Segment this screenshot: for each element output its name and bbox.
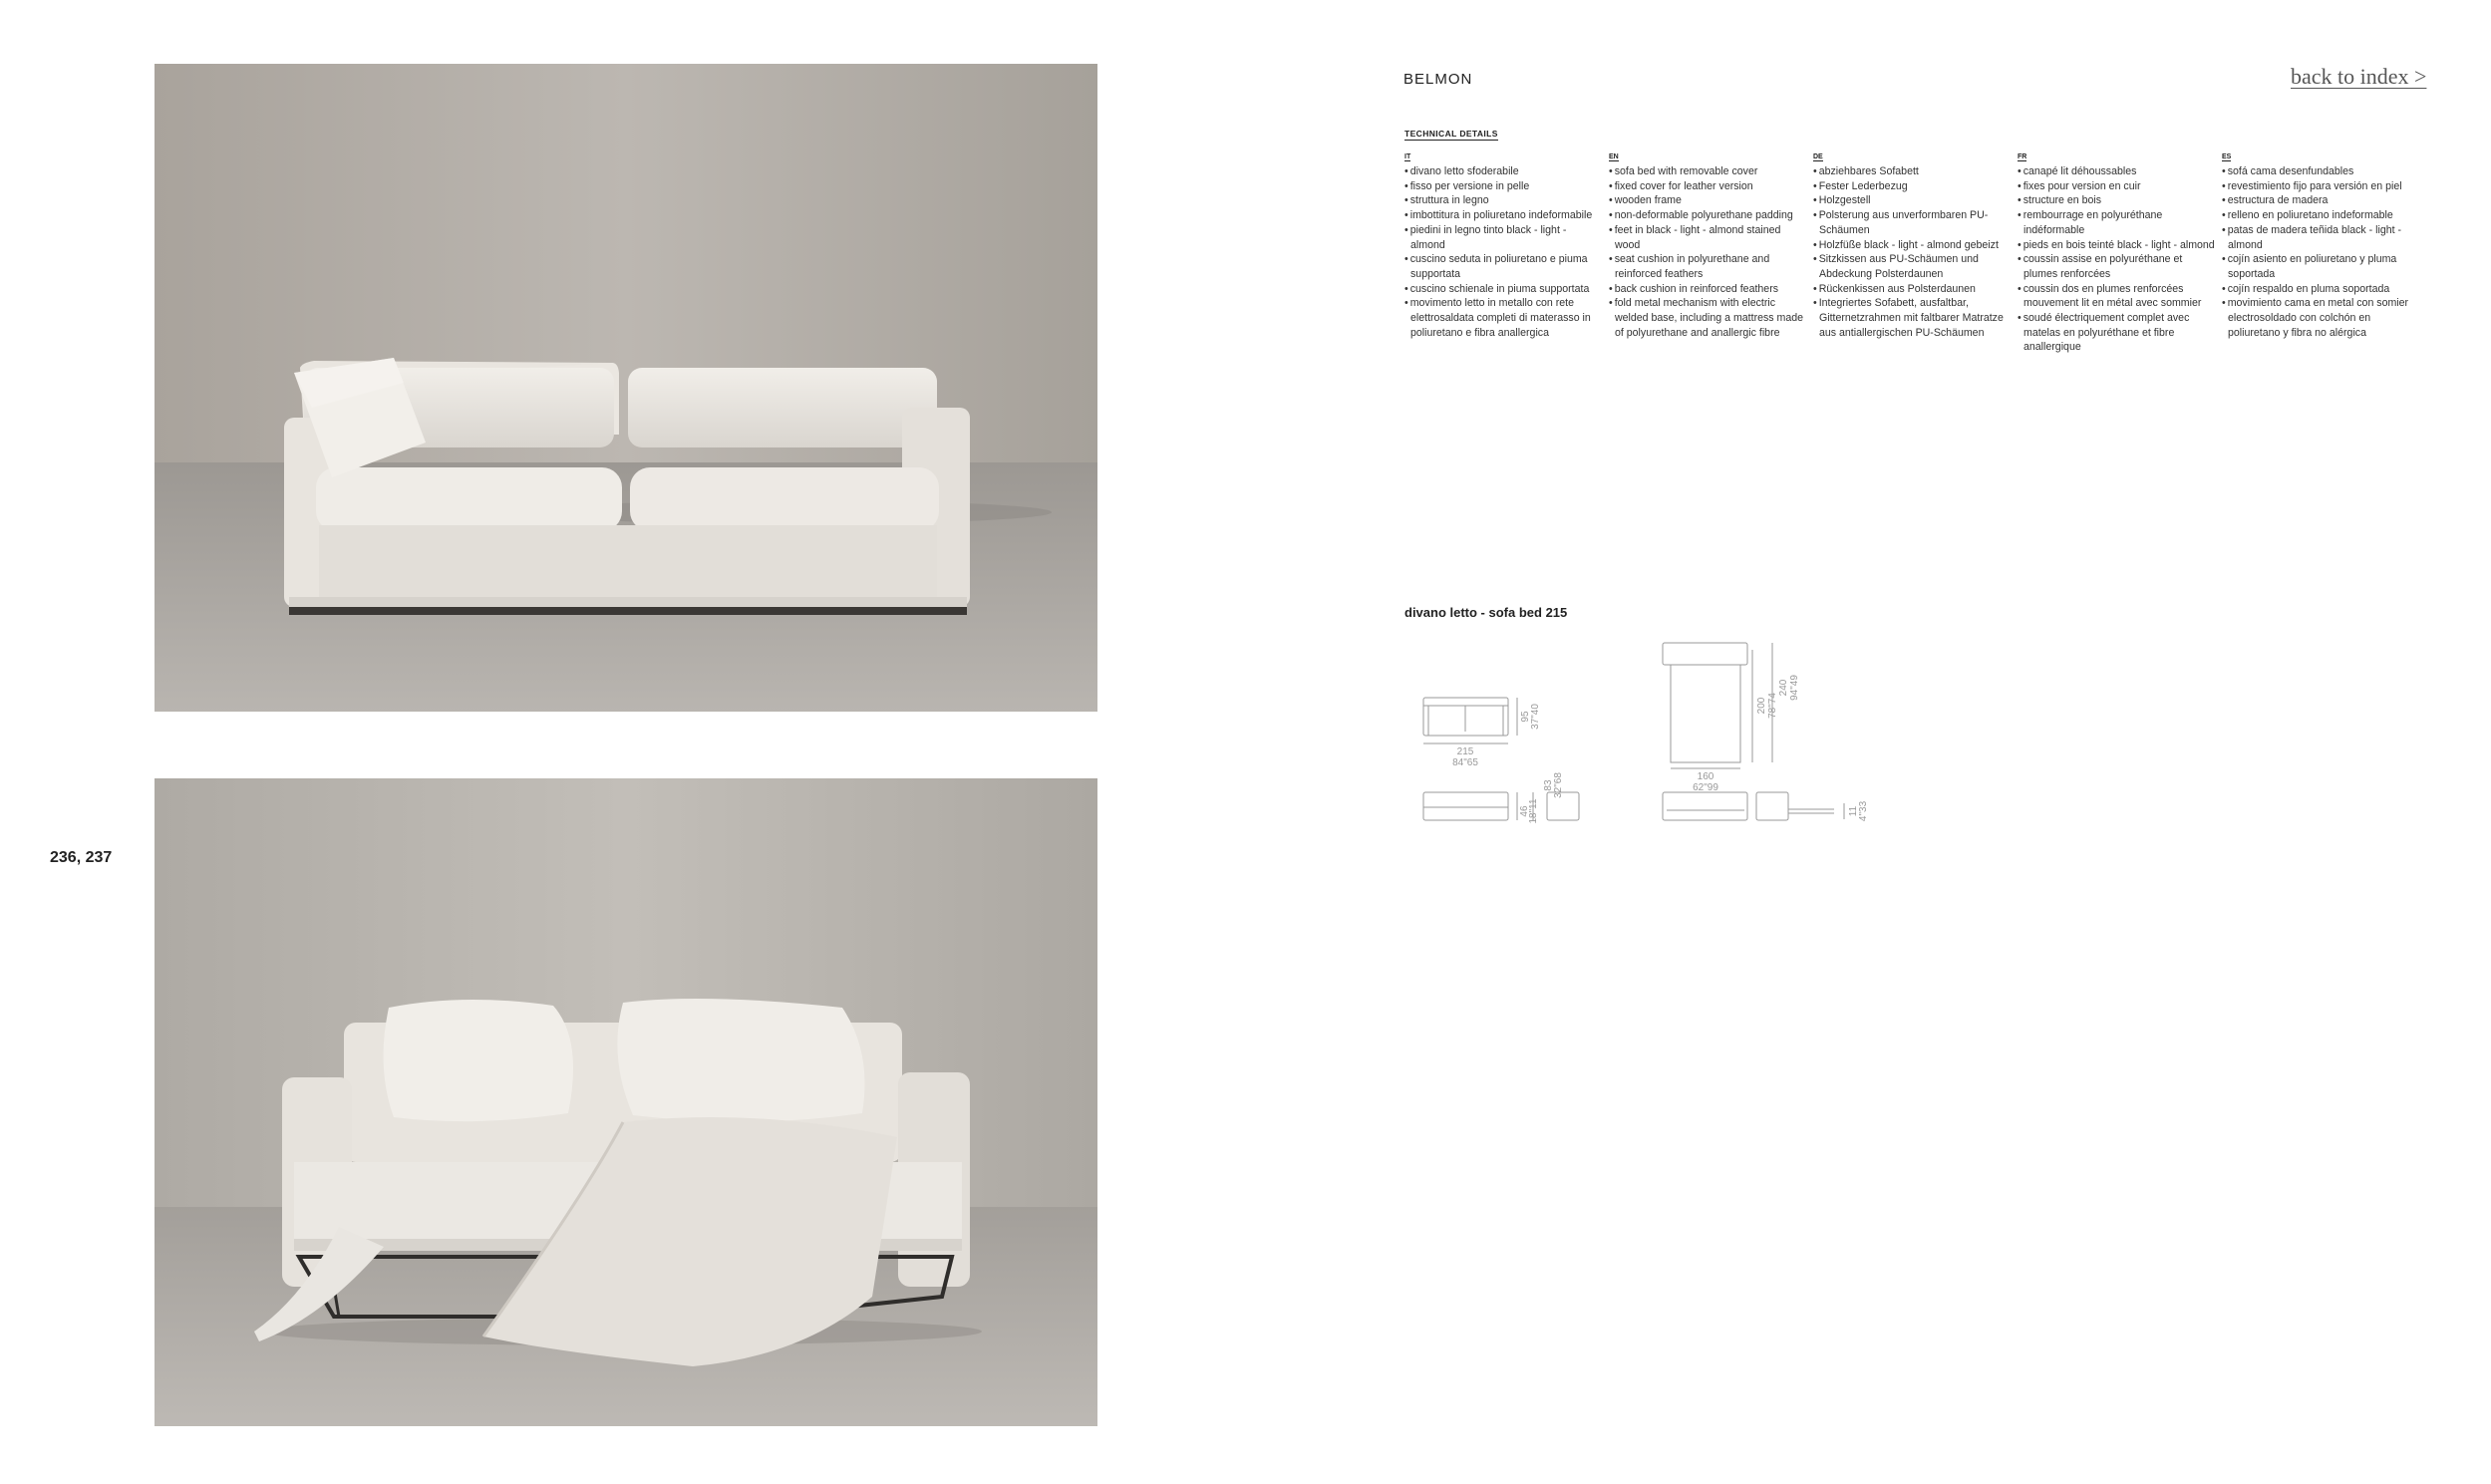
list-item: • imbottitura in poliuretano indeformabile: [1404, 208, 1604, 223]
list-item: • canapé lit déhoussables: [2018, 164, 2217, 179]
list-item: • Polsterung aus unverformbaren PU-Schäumen: [1813, 208, 2013, 237]
list-item: • sofá cama desenfundables: [2222, 164, 2421, 179]
sofa-front-view: [1423, 792, 1508, 820]
list-item: • cojín respaldo en pluma soportada: [2222, 282, 2421, 297]
tech-column-en: [1609, 146, 1808, 340]
lang-label: EN: [1609, 153, 1619, 160]
list-item: • relleno en poliuretano indeformable: [2222, 208, 2421, 223]
list-item: • wooden frame: [1609, 193, 1808, 208]
list-item: • revestimiento fijo para versión en piel: [2222, 179, 2421, 194]
list-item: • divano letto sfoderabile: [1404, 164, 1604, 179]
list-item: • Holzfüße black - light - almond gebeizt: [1813, 238, 2013, 253]
dim-seat-cm: 46: [1519, 805, 1530, 817]
lang-label: IT: [1404, 153, 1411, 160]
list-item: • rembourrage en polyuréthane indéformable: [2018, 208, 2217, 237]
list-item: • Sitzkissen aus PU-Schäumen und Abdeckung Polsterdaunen: [1813, 252, 2013, 281]
list-item: • pieds en bois teinté black - light - almond: [2018, 238, 2217, 253]
dim-width-cm: 215: [1456, 746, 1474, 757]
list-item: • fold metal mechanism with electric welded base, including a mattress made of polyurethane and anallergic fibre: [1609, 296, 1808, 340]
list-item: • movimento letto in metallo con rete elettrosaldata completi di materasso in poliuretano e fibra anallergica: [1404, 296, 1604, 340]
list-item: • Fester Lederbezug: [1813, 179, 2013, 194]
diagram-title: divano letto - sofa bed 215: [1404, 605, 1568, 620]
bed-front-view: [1663, 792, 1747, 820]
sofa-photo-closed: [155, 64, 1097, 712]
list-item: • non-deformable polyurethane padding: [1609, 208, 1808, 223]
lang-label: DE: [1813, 153, 1823, 160]
list-item: • coussin assise en polyuréthane et plumes renforcées: [2018, 252, 2217, 281]
tech-column-es: [2222, 146, 2421, 340]
product-title: BELMON: [1403, 71, 1473, 88]
dim-open-length-cm: 240: [1778, 679, 1789, 697]
lang-label: FR: [2018, 153, 2027, 160]
technical-details-heading: TECHNICAL DETAILS: [1404, 129, 1498, 139]
tech-column-de: [1813, 146, 2013, 340]
sofa-photo-open: [155, 778, 1097, 1426]
list-item: • feet in black - light - almond stained wood: [1609, 223, 1808, 252]
list-item: • piedini in legno tinto black - light - almond: [1404, 223, 1604, 252]
dim-bed-width-cm: 160: [1697, 771, 1714, 782]
tech-column-fr: [2018, 146, 2217, 355]
list-item: • coussin dos en plumes renforcées mouvement lit en métal avec sommier: [2018, 282, 2217, 311]
list-item: • fixes pour version en cuir: [2018, 179, 2217, 194]
bed-side-view: [1756, 792, 1788, 820]
dim-bed-length-in: 78"74: [1767, 693, 1778, 719]
dim-bed-width-in: 62"99: [1693, 782, 1718, 793]
list-item: • back cushion in reinforced feathers: [1609, 282, 1808, 297]
dim-mattress-cm: 11: [1848, 805, 1859, 817]
list-item: • seat cushion in polyurethane and reinforced feathers: [1609, 252, 1808, 281]
list-item: • fisso per versione in pelle: [1404, 179, 1604, 194]
list-item: • abziehbares Sofabett: [1813, 164, 2013, 179]
dim-bed-length-cm: 200: [1756, 697, 1767, 715]
list-item: • Integriertes Sofabett, ausfaltbar, Gitternetzrahmen mit faltbarer Matratze aus antiallergischen PU-Schäumen: [1813, 296, 2013, 340]
dimension-drawings: [1396, 628, 1914, 837]
dim-mattress-in: 4"33: [1858, 800, 1869, 822]
dim-height-cm: 83: [1543, 779, 1554, 791]
list-item: • cojín asiento en poliuretano y pluma soportada: [2222, 252, 2421, 281]
dim-seat-in: 18"11: [1528, 798, 1539, 824]
list-item: • structure en bois: [2018, 193, 2217, 208]
list-item: • struttura in legno: [1404, 193, 1604, 208]
list-item: • patas de madera teñida black - light - almond: [2222, 223, 2421, 252]
lang-label: ES: [2222, 153, 2232, 160]
dim-depth-in: 37"40: [1530, 704, 1541, 730]
page-numbers: 236, 237: [50, 849, 113, 866]
list-item: • cuscino seduta in poliuretano e piuma supportata: [1404, 252, 1604, 281]
list-item: • Rückenkissen aus Polsterdaunen: [1813, 282, 2013, 297]
list-item: • fixed cover for leather version: [1609, 179, 1808, 194]
list-item: • estructura de madera: [2222, 193, 2421, 208]
list-item: • movimiento cama en metal con somier electrosoldado con colchón en poliuretano y fibra no alérgica: [2222, 296, 2421, 340]
list-item: • cuscino schienale in piuma supportata: [1404, 282, 1604, 297]
list-item: • Holzgestell: [1813, 193, 2013, 208]
bed-plan-view: [1663, 643, 1747, 665]
list-item: • sofa bed with removable cover: [1609, 164, 1808, 179]
dim-width-in: 84"65: [1452, 757, 1478, 768]
dim-height-in: 32"68: [1553, 772, 1564, 798]
tech-column-it: [1404, 146, 1604, 340]
back-to-index-link[interactable]: back to index >: [2291, 64, 2427, 89]
dim-depth-cm: 95: [1520, 711, 1531, 723]
dim-open-length-in: 94"49: [1789, 675, 1800, 701]
list-item: • soudé électriquement complet avec matelas en polyuréthane et fibre anallergique: [2018, 311, 2217, 355]
